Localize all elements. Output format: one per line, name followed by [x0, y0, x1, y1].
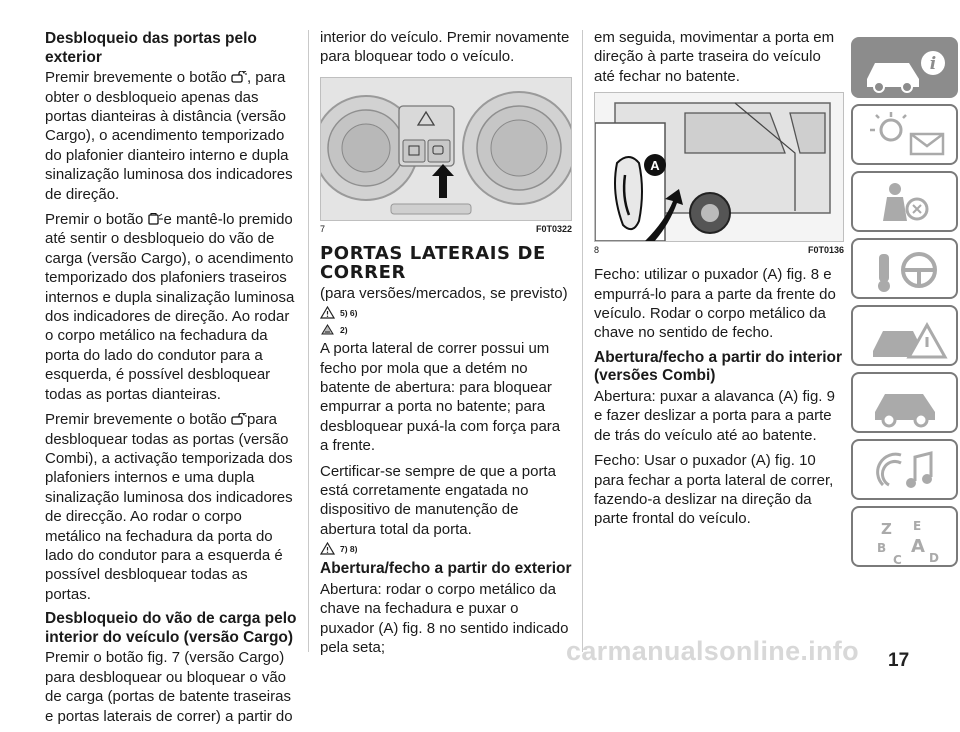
warning-refs: 5) 6): [340, 307, 358, 318]
chapter-tabs-sidebar: [849, 0, 960, 678]
svg-text:B: B: [877, 541, 887, 555]
car-service-icon: [853, 374, 960, 435]
heading-open-interior: Abertura/fecho a partir do interior (versões Combi): [594, 348, 843, 385]
tab-car-service[interactable]: [851, 372, 958, 433]
figure-8-caption: [594, 245, 844, 255]
key-unlock-icon: [231, 71, 247, 83]
paragraph-text: Premir o botão: [45, 211, 148, 229]
paragraph-text: , para obter o desbloqueio apenas das portas dianteiras à distância (versão Cargo), o acendimento temporizado do plafonier dianteiro interno e dupla sinalização luminosa dos indicadores de direção.: [45, 69, 293, 203]
figure-7-dashboard-button: [320, 77, 572, 221]
callout-label-a: A: [650, 158, 660, 174]
tab-safety[interactable]: [851, 171, 958, 232]
column-divider: [582, 30, 583, 652]
paragraph-sliding-door: A porta lateral de correr possui um fecho por mola que a detém no batente de abertura: para bloquear empurrar a porta no batente; para desbloquear puxá-la com força para a frente.: [320, 340, 561, 455]
paragraph-continued: em seguida, movimentar a porta em direção à parte traseira do veículo até fechar no batente.: [594, 29, 835, 85]
safety-icon: [853, 173, 960, 234]
multimedia-icon: [853, 441, 960, 502]
column-left: [45, 28, 297, 732]
paragraph-close: Fecho: utilizar o puxador (A) fig. 8 e empurrá-lo para a parte da frente do veículo. Rodar o corpo metálico da chave no sentido de fecho.: [594, 266, 836, 342]
car-info-icon: [853, 39, 960, 100]
column-right: [594, 28, 844, 535]
watermark: carmanualsonline.info: [566, 636, 859, 666]
van-door-illustration: [595, 93, 843, 241]
figure-code: F0T0136: [807, 245, 844, 256]
svg-text:i: i: [929, 54, 937, 74]
key-steering-icon: [853, 240, 960, 301]
paragraph-continued: interior do veículo. Premir novamente para bloquear todo o veículo.: [320, 29, 570, 66]
index-icon: [853, 508, 960, 569]
warning-refs: 7) 8): [340, 543, 358, 554]
paragraph-text: Premir brevemente o botão: [45, 69, 231, 87]
paragraph-text: para desbloquear todas as portas (versão Combi), a activação temporizada dos plafoniers internos e uma dupla sinalização luminosa dos indicadores de direcção. Ao rodar o corpo metálico na fechadura da porta do lado do condutor para a esquerda é possível desbloquear todas as portas.: [45, 411, 293, 603]
column-divider: [308, 30, 309, 652]
tab-key-steering[interactable]: [851, 238, 958, 299]
svg-text:E: E: [913, 519, 922, 533]
warning-reference-1: [320, 305, 572, 320]
heading-open-exterior: Abertura/fecho a partir do exterior: [320, 560, 572, 578]
figure-7-caption: [320, 224, 572, 234]
key-unlock-icon: [231, 413, 247, 425]
lights-icon: [853, 106, 960, 167]
paragraph-open-interior: Abertura: puxar a alavanca (A) fig. 9 e fazer deslizar a porta para a parte de trás do veículo até ao batente.: [594, 388, 835, 444]
paragraph-cargo-button: Premir o botão fig. 7 (versão Cargo) para desbloquear ou bloquear o vão de carga (portas de batente traseiras e portas laterais de correr) a partir do: [45, 649, 293, 725]
paragraph-certify: Certificar-se sempre de que a porta está corretamente engatada no dispositivo de manutenção de abertura total da porta.: [320, 462, 556, 538]
column-middle: [320, 28, 572, 664]
warning-refs: 2): [340, 324, 348, 335]
warning-triangle-icon: [320, 542, 335, 555]
paragraph-unlock-combi: [45, 410, 297, 604]
figure-8-sliding-door: [594, 92, 844, 242]
warning-triangle-icon: [320, 306, 335, 319]
svg-text:D: D: [929, 551, 939, 565]
figure-code: F0T0322: [535, 223, 572, 234]
paragraph-unlock-cargo: [45, 210, 297, 404]
heading-cargo-interior: Desbloqueio do vão de carga pelo interior do veículo (versão Cargo): [45, 610, 297, 646]
cargo-unlock-icon: [148, 213, 164, 225]
paragraph-versions: (para versões/mercados, se previsto): [320, 284, 568, 302]
warning-reference-2: [320, 322, 572, 337]
paragraph-open-exterior: Abertura: rodar o corpo metálico da chave na fechadura e puxar o puxador (A) fig. 8 no sentido indicado pela seta;: [320, 580, 569, 657]
svg-text:C: C: [893, 553, 902, 567]
hand-caution-icon: [320, 323, 335, 336]
tab-index[interactable]: [851, 506, 958, 567]
tab-car-info[interactable]: [851, 37, 958, 98]
tab-multimedia[interactable]: [851, 439, 958, 500]
tab-lights[interactable]: [851, 104, 958, 165]
paragraph-text: Premir brevemente o botão: [45, 411, 231, 429]
figure-number: 7: [320, 223, 326, 234]
heading-unlock-exterior: Desbloqueio das portas pelo exterior: [45, 30, 257, 66]
svg-text:Z: Z: [881, 520, 892, 538]
paragraph-unlock-front: [45, 68, 297, 204]
svg-text:A: A: [911, 536, 925, 557]
page-number: 17: [888, 650, 910, 671]
section-heading-sliding-doors: PORTAS LATERAIS DE CORRER: [320, 242, 546, 283]
tab-warning[interactable]: [851, 305, 958, 366]
figure-number: 8: [594, 245, 600, 256]
warning-reference-3: [320, 541, 572, 556]
paragraph-text: e mantê-lo premido até sentir o desbloqueio do vão de carga (versão Cargo), o acendimento temporizado dos plafoniers traseiros internos e dupla sinalização luminosa dos indicadores de direção. Ao rodar o corpo metálico na fechadura da porta do lado do condutor para a esquerda, é possível desbloquear todas as portas dianteiras.: [45, 211, 295, 403]
dashboard-illustration: [321, 78, 571, 220]
paragraph-close-interior: Fecho: Usar o puxador (A) fig. 10 para fechar a porta lateral de correr, fazendo-a deslizar na direção da parte frontal do veículo.: [594, 452, 834, 528]
warning-icon: [853, 307, 960, 368]
